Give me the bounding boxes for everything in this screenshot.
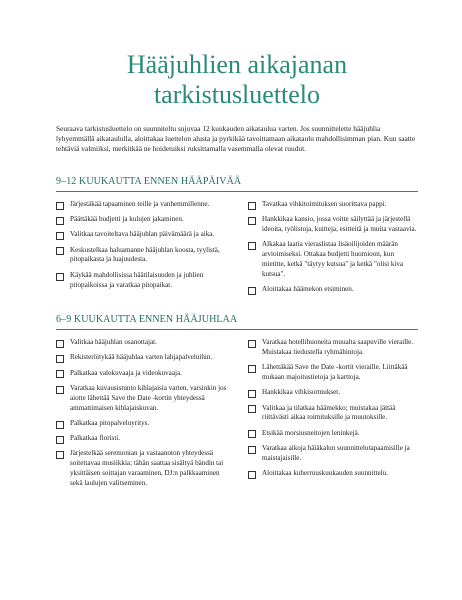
checklist-item-text: Palkatkaa pitopalveluyritys. bbox=[70, 418, 150, 427]
checklist-item bbox=[248, 200, 418, 210]
checklist-item bbox=[56, 419, 230, 429]
checklist-item-text: Tavatkaa vihkitoimituksen suorittava pappi. bbox=[262, 199, 387, 208]
section-columns bbox=[56, 338, 418, 494]
checkbox[interactable] bbox=[248, 217, 256, 225]
checkbox[interactable] bbox=[248, 365, 256, 373]
checklist-item bbox=[248, 429, 418, 439]
checklist-item bbox=[248, 285, 418, 295]
checklist-item bbox=[248, 215, 418, 235]
checkbox[interactable] bbox=[248, 340, 256, 348]
checklist-item-text: Varatkaa kuvausistunto kihlajaisia varten, varsinkin jos aiotte lähettää Save the Date -kortin yhteydessä ammattimaisen kihlajaiskuvan. bbox=[70, 383, 227, 412]
checklist-item bbox=[56, 338, 230, 348]
checklist-item-text: Järjestelkää seremonian ja vastaanoton yhteydessä soitettavaa musiikkia; tähän saattaa sisältyä bändin tai yksittäisen soittajan varaaminen, DJ:n palkkaaminen sekä laulujen valitseminen. bbox=[70, 449, 224, 487]
left-column bbox=[56, 200, 230, 300]
checkbox[interactable] bbox=[56, 217, 64, 225]
checkbox[interactable] bbox=[56, 247, 64, 255]
checklist-item-text: Alkakaa laatia vieraslistaa lisäoilijoiden määrän arvioimiseksi. Ottakaa budjetti huomioon, kun mietitte, ketkä "täytyy kutsua" ja ketkä "olisi kiva kutsua". bbox=[262, 240, 404, 278]
checklist-item bbox=[56, 246, 230, 266]
checkbox[interactable] bbox=[248, 446, 256, 454]
intro-paragraph: Seuraava tarkistusluettelo on suunniteltu sujuvaa 12 kuukauden aikataulua varten. Jos suunnittelette hääjuhlia lyhyemmällä aikataululla, aloittakaa luettelon alusta ja pyrkikää tavoittamaan aikataulu mahdollisimman pian. Kun saatte tehtäviä valmiiksi, merkitkää ne hoidetuiksi ruksittamalla vasemmalla olevat ruudut. bbox=[56, 124, 416, 153]
checkbox[interactable] bbox=[56, 202, 64, 210]
section-heading: 6–9 KUUKAUTTA ENNEN HÄÄJUHLAA bbox=[56, 314, 418, 330]
checklist-item bbox=[56, 369, 230, 379]
checklist-item bbox=[248, 388, 418, 398]
right-column bbox=[248, 200, 418, 300]
checkbox[interactable] bbox=[248, 202, 256, 210]
checklist-item bbox=[248, 363, 418, 383]
checklist-item-text: Varatkaa aikoja häiäkalun suunnittelutapaamisille ja maistajaisille. bbox=[262, 443, 410, 462]
checklist-item-text: Keskustelkaa haluamanne hääjuhlan koosta, tyylistä, pitopaikasta ja luajuudesta. bbox=[70, 245, 220, 264]
checkbox[interactable] bbox=[56, 232, 64, 240]
right-column bbox=[248, 338, 418, 494]
checklist-item-text: Järjestäkää tapaaminen teille ja vanhemmillenne. bbox=[70, 199, 210, 208]
checklist-item bbox=[248, 240, 418, 279]
checklist-item bbox=[248, 444, 418, 464]
checkbox[interactable] bbox=[248, 405, 256, 413]
checklist-item-text: Aloittakaa kuherruuskuukauden suunnittelu. bbox=[262, 469, 388, 478]
checklist-item-text: Päättäkää budjetti ja kulujen jakaminen. bbox=[70, 215, 184, 224]
checkbox[interactable] bbox=[56, 340, 64, 348]
checklist-item bbox=[56, 384, 230, 413]
checklist-item-text: Hankkikaa vihkisormukset. bbox=[262, 388, 341, 397]
checklist-item bbox=[248, 469, 418, 479]
checklist-item-text: Varatkaa hotellihuoneita muualta saapuville vieraille. Muistakaa tiedustella ryhmähintoja. bbox=[262, 338, 414, 356]
checklist-item bbox=[248, 338, 418, 358]
checklist-item-text: Palkatkaa valokuvaaja ja videokuvaaja. bbox=[70, 368, 182, 377]
checkbox[interactable] bbox=[56, 386, 64, 394]
checklist-item bbox=[56, 215, 230, 225]
checklist-item-text: Hankkikaa kansio, jossa voitte säilyttää ja järjestellä ideoita, työlistoja, kuitteja, esitteitä ja muita vastaavia. bbox=[262, 215, 417, 233]
checklist-item-text: Etsikää morsiusneitojen leninkejä. bbox=[262, 428, 360, 437]
section-columns bbox=[56, 200, 418, 300]
checklist-item-text: Rekisteröitykää hääjuhlaa varten lahjapalveluihin. bbox=[70, 353, 213, 362]
checkbox[interactable] bbox=[56, 451, 64, 459]
checkbox[interactable] bbox=[56, 370, 64, 378]
left-column bbox=[56, 338, 230, 494]
checkbox[interactable] bbox=[248, 471, 256, 479]
checkbox[interactable] bbox=[248, 242, 256, 250]
checklist-item bbox=[56, 200, 230, 210]
section-heading: 9–12 KUUKAUTTA ENNEN HÄÄPÄIVÄÄ bbox=[56, 176, 418, 192]
checkbox[interactable] bbox=[56, 355, 64, 363]
checklist-item bbox=[56, 353, 230, 363]
checkbox[interactable] bbox=[56, 436, 64, 444]
checklist-item-text: Lähettäkää Save the Date -kortit vieraille. Liittäkää mukaan majoitustietoja ja karttoja. bbox=[262, 363, 408, 381]
checklist-item-text: Valitkaa tavoiteltava hääjuhlan päivämäärä ja aika. bbox=[70, 230, 215, 239]
checkbox[interactable] bbox=[248, 287, 256, 295]
section-9-12-months bbox=[56, 176, 418, 300]
checklist-item bbox=[56, 434, 230, 444]
checklist-item-text: Valitkaa ja tilatkaa häämekko; muistakaa jättää riittävästi aikaa toimituksille ja muutoksille. bbox=[262, 403, 396, 422]
checklist-item-text: Valitkaa hääjuhlan osanottajat. bbox=[70, 338, 157, 347]
page-title: Hääjuhlien aikajanan tarkistusluettelo bbox=[126, 50, 348, 109]
checklist-item bbox=[56, 230, 230, 240]
section-6-9-months bbox=[56, 314, 418, 494]
checkbox[interactable] bbox=[56, 273, 64, 281]
checkbox[interactable] bbox=[56, 421, 64, 429]
checklist-item-text: Palkatkaa floristi. bbox=[70, 434, 121, 443]
checklist-item-text: Aloittakaa häämekon etsiminen. bbox=[262, 284, 354, 293]
checklist-item bbox=[56, 271, 230, 291]
checklist-item bbox=[56, 449, 230, 488]
checklist-item bbox=[248, 404, 418, 424]
checkbox[interactable] bbox=[248, 430, 256, 438]
checklist-item-text: Käykää mahdollisissa häätilaisuuden ja juhlien pitopaikoissa ja varatkaa pitopaikat. bbox=[70, 270, 204, 289]
checkbox[interactable] bbox=[248, 390, 256, 398]
